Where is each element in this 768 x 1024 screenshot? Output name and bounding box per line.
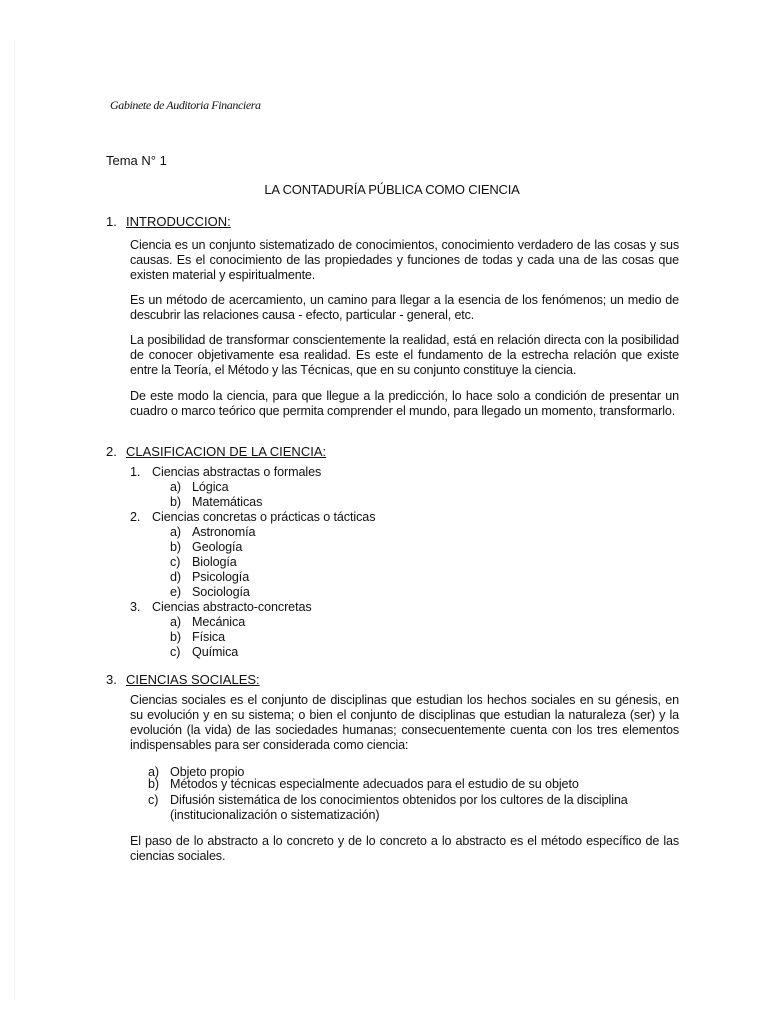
list-item: a) Astronomía	[170, 525, 256, 539]
list-item: c) Biología	[170, 555, 237, 569]
section-number: 2.	[106, 444, 117, 459]
page-header: Gabinete de Auditoria Financiera	[110, 98, 261, 112]
list-item: 1. Ciencias abstractas o formales	[130, 465, 322, 479]
tema-label: Tema N° 1	[106, 153, 167, 168]
paragraph: El paso de lo abstracto a lo concreto y de lo concreto a lo abstracto es el método específico de las ciencias sociales.	[130, 834, 679, 863]
section-number: 3.	[106, 672, 117, 687]
paragraph: Ciencias sociales es el conjunto de disciplinas que estudian los hechos sociales en su génesis, en su evolución y en su sistema; o bien el conjunto de disciplinas que estudian la naturaleza (ser) y la evolución (la vida) de las sociedades humanas; consecuentemente cuenta con los tres elementos indispensables para ser considerada como ciencia:	[130, 693, 679, 752]
list-item: b) Física	[170, 630, 225, 644]
list-item: a) Mecánica	[170, 615, 246, 629]
list-item: d) Psicología	[170, 570, 250, 584]
paragraph: De este modo la ciencia, para que llegue a la predicción, lo hace solo a condición de presentar un cuadro o marco teórico que permita comprender el mundo, para llegado un momento, transformarlo.	[130, 389, 679, 418]
list-item: 2. Ciencias concretas o prácticas o tácticas	[130, 510, 376, 524]
list-item: a) Objeto propio	[148, 765, 245, 779]
section-heading-introduccion	[106, 214, 231, 229]
document-title: LA CONTADURÍA PÚBLICA COMO CIENCIA	[264, 182, 520, 197]
list-item: c) Química	[170, 645, 239, 659]
paragraph: La posibilidad de transformar conscientemente la realidad, está en relación directa con la posibilidad de conocer objetivamente esa realidad. Es este el fundamento de la estrecha relación que existe entre la Teoría, el Método y las Técnicas, que en su conjunto constituye la ciencia.	[130, 333, 679, 377]
paragraph: Ciencia es un conjunto sistematizado de conocimientos, conocimiento verdadero de las cosas y sus causas. Es el conocimiento de las propiedades y funciones de todas y cada una de las cosas que existen material y espiritualmente.	[130, 238, 679, 282]
list-item: a) Lógica	[170, 480, 229, 494]
list-item: c) Difusión sistemática de los conocimientos obtenidos por los cultores de la disciplina	[148, 793, 628, 807]
paragraph: Es un método de acercamiento, un camino para llegar a la esencia de los fenómenos; un medio de descubrir las relaciones causa - efecto, particular - general, etc.	[130, 293, 679, 322]
section-title: CLASIFICACION DE LA CIENCIA:	[126, 444, 327, 459]
list-item: b) Métodos y técnicas especialmente adecuados para el estudio de su objeto	[148, 777, 579, 791]
section-number: 1.	[106, 214, 117, 229]
list-item: b) Geología	[170, 540, 243, 554]
section-heading-ciencias-sociales	[106, 672, 260, 687]
section-title: CIENCIAS SOCIALES:	[126, 672, 260, 687]
list-item: 3. Ciencias abstracto-concretas	[130, 600, 312, 614]
list-item-continuation: (institucionalización o sistematización)	[170, 808, 380, 822]
list-item: e) Sociología	[170, 585, 250, 599]
list-item: b) Matemáticas	[170, 495, 263, 509]
section-heading-clasificacion	[106, 444, 326, 459]
page-edge-divider	[14, 40, 15, 1000]
section-title: INTRODUCCION:	[126, 214, 231, 229]
